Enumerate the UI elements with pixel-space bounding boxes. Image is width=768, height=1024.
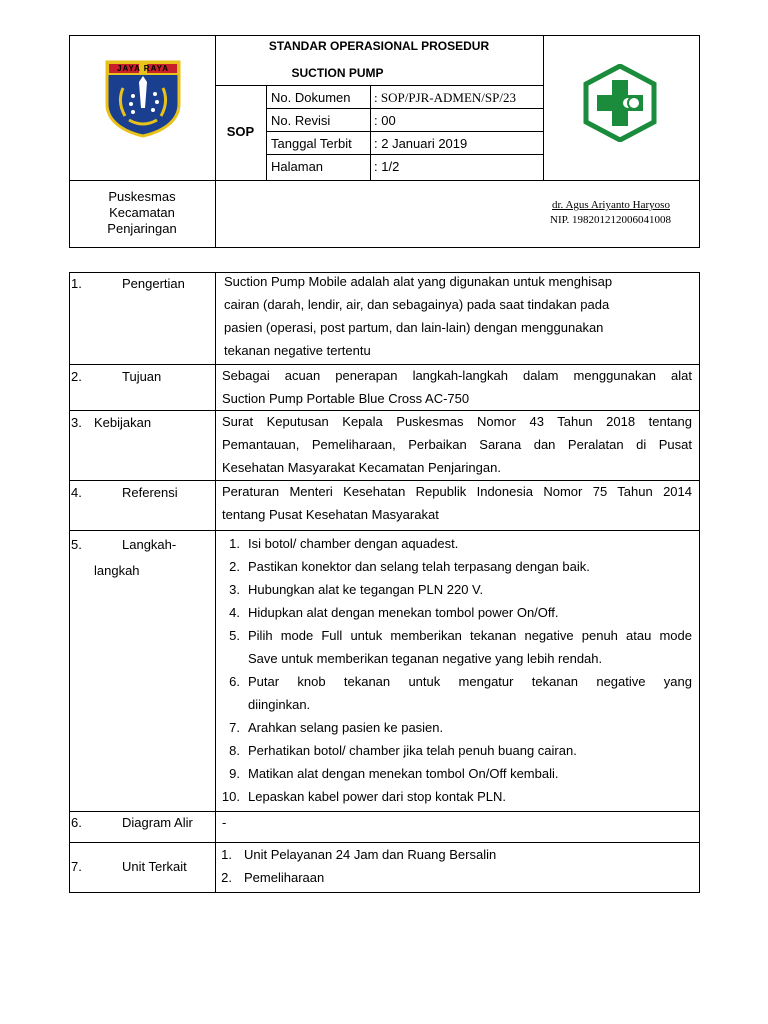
section-3-num: 3. bbox=[71, 415, 82, 430]
list-item: 2. Pastikan konektor dan selang telah terpasang dengan baik. bbox=[229, 559, 590, 574]
page-label: Halaman bbox=[271, 159, 324, 174]
section-1-content: Suction Pump Mobile adalah alat yang digunakan untuk menghisap cairan (darah, lendir, air, dan sebagainya) pada saat tindakan pada pasien (operasi, post partum, dan lain-lain) dengan menggunakan tekanan negative tertentu bbox=[224, 274, 613, 358]
section-4-label: Referensi bbox=[122, 485, 178, 500]
list-item: 9. Matikan alat dengan menekan tombol On/Off kembali. bbox=[229, 766, 559, 781]
list-item: 2. Pemeliharaan bbox=[221, 870, 325, 885]
section-2-content: Sebagai acuan penerapan langkah-langkah dalam menggunakan alat Suction Pump Portable Blue Cross AC-750 bbox=[222, 368, 692, 406]
section-2-label: Tujuan bbox=[122, 369, 162, 384]
section-3-label: Kebijakan bbox=[94, 415, 152, 430]
revision-value: : 00 bbox=[374, 113, 396, 128]
section-2-num: 2. bbox=[71, 369, 82, 384]
section-5-label-cont: langkah bbox=[94, 563, 140, 578]
list-item: 5. Pilih mode Full untuk memberikan tekanan negative penuh atau mode Save untuk memberikan teganan negative yang lebih rendah. bbox=[229, 628, 692, 666]
doc-title: STANDAR OPERASIONAL PROSEDUR bbox=[268, 39, 490, 53]
unit-list bbox=[218, 843, 690, 889]
signer-name: dr. Agus Ariyanto Haryoso bbox=[552, 199, 670, 211]
section-3-content: Surat Keputusan Kepala Puskesmas Nomor 43 Tahun 2018 tentang Pemantauan, Pemeliharaan, Perbaikan Sarana dan Peralatan di Pusat Kesehatan Masyarakat Kecamatan Penjaringan. bbox=[222, 414, 692, 475]
issue-date-label: Tanggal Terbit bbox=[271, 136, 352, 151]
issue-date-value: : 2 Januari 2019 bbox=[374, 136, 468, 151]
section-1-num: 1. bbox=[71, 276, 82, 291]
revision-label: No. Revisi bbox=[271, 113, 331, 128]
doc-subtitle: SUCTION PUMP bbox=[291, 66, 384, 80]
jakarta-crest-logo bbox=[103, 58, 183, 138]
list-item: 1. Isi botol/ chamber dengan aquadest. bbox=[229, 536, 459, 551]
section-4-content: Peraturan Menteri Kesehatan Republik Indonesia Nomor 75 Tahun 2014 tentang Pusat Kesehatan Masyarakat bbox=[222, 484, 692, 522]
section-1-label: Pengertian bbox=[122, 276, 185, 291]
doc-no-value: : SOP/PJR-ADMEN/SP/23 bbox=[374, 90, 516, 105]
list-item: 4. Hidupkan alat dengan menekan tombol power On/Off. bbox=[229, 605, 559, 620]
sop-label: SOP bbox=[226, 124, 255, 139]
signer-nip: NIP. 198201212006041008 bbox=[550, 214, 672, 226]
section-4-num: 4. bbox=[71, 485, 82, 500]
section-7-label: Unit Terkait bbox=[122, 859, 187, 874]
section-6-value: - bbox=[222, 815, 227, 830]
page-value: : 1/2 bbox=[374, 159, 400, 174]
section-5-label: Langkah- bbox=[122, 537, 177, 552]
section-5-num: 5. bbox=[71, 537, 82, 552]
list-item: 10. Lepaskan kabel power dari stop kontak PLN. bbox=[221, 789, 506, 804]
list-item: 1. Unit Pelayanan 24 Jam dan Ruang Bersalin bbox=[221, 847, 497, 862]
puskesmas-logo bbox=[583, 64, 657, 142]
list-item: 7. Arahkan selang pasien ke pasien. bbox=[229, 720, 444, 735]
steps-list bbox=[220, 532, 692, 808]
list-item: 8. Perhatikan botol/ chamber jika telah penuh buang cairan. bbox=[229, 743, 577, 758]
doc-no-label: No. Dokumen bbox=[271, 90, 351, 105]
list-item: 6. Putar knob tekanan untuk mengatur tekanan negative yang diinginkan. bbox=[229, 674, 692, 712]
section-7-num: 7. bbox=[71, 859, 82, 874]
section-6-label: Diagram Alir bbox=[122, 815, 193, 830]
section-6-num: 6. bbox=[71, 815, 82, 830]
crest-motto: JAYA RAYA bbox=[117, 64, 169, 73]
list-item: 3. Hubungkan alat ke tegangan PLN 220 V. bbox=[229, 582, 484, 597]
